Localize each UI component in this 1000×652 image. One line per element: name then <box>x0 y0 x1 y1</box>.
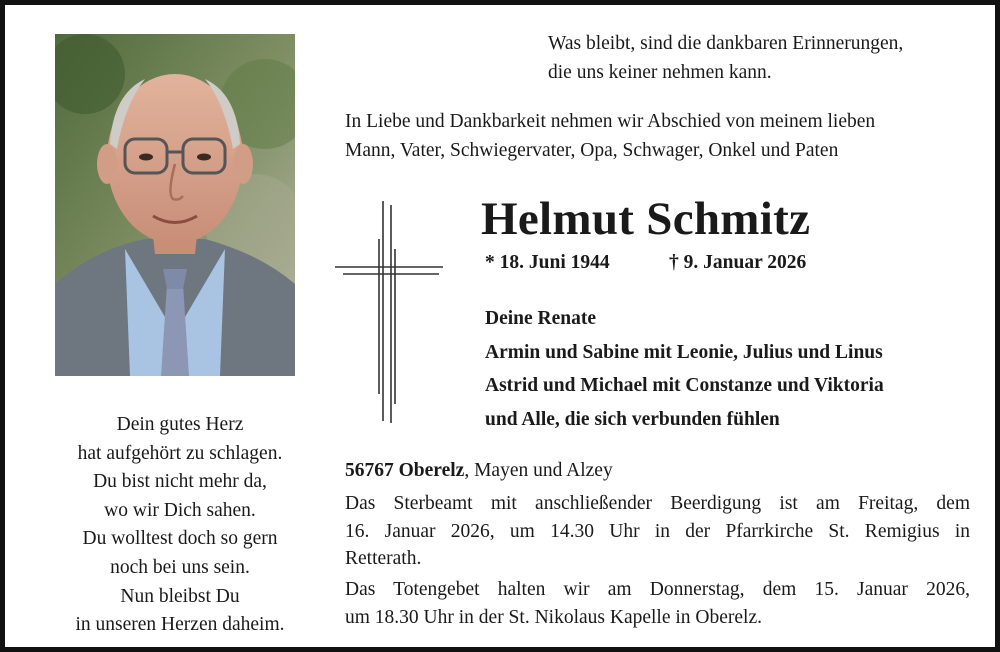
funeral-line: Das Sterbeamt mit anschließender Beerdigung ist am Freitag, dem <box>345 493 970 514</box>
funeral-line: 16. Januar 2026, um 14.30 Uhr in der Pfarrkirche St. Remigius in <box>345 520 970 542</box>
intro-line: Mann, Vater, Schwiegervater, Opa, Schwager, Onkel und Paten <box>345 139 839 161</box>
birth-date: * 18. Juni 1944 <box>485 252 610 273</box>
mourner-line: und Alle, die sich verbunden fühlen <box>485 408 780 430</box>
mourner-line: Deine Renate <box>485 308 597 329</box>
mourner-line: Astrid und Michael mit Constanze und Viktoria <box>485 375 884 397</box>
place-town: 56767 Oberelz <box>345 460 465 481</box>
memorial-poem <box>35 411 325 640</box>
poem-line: Dein gutes Herz <box>116 414 244 435</box>
poem-line: in unseren Herzen daheim. <box>75 614 285 636</box>
place-line <box>345 457 613 485</box>
quote-line: die uns keiner nehmen kann. <box>548 61 772 83</box>
prayer-line: um 18.30 Uhr in der St. Nikolaus Kapelle in Oberelz. <box>345 606 762 628</box>
portrait-image <box>55 34 295 376</box>
farewell-intro <box>345 108 875 165</box>
place-rest: , Mayen und Alzey <box>464 460 613 481</box>
prayer-info <box>345 576 970 631</box>
portrait-photo <box>55 34 295 376</box>
quote-line: Was bleibt, sind die dankbaren Erinnerungen, <box>548 33 904 54</box>
death-date: † 9. Januar 2026 <box>669 252 807 273</box>
prayer-line: Das Totengebet halten wir am Donnerstag, dem 15. Januar 2026, <box>345 579 970 600</box>
poem-line: Nun bleibst Du <box>120 585 240 607</box>
poem-line: Du bist nicht mehr da, <box>93 471 267 493</box>
intro-line: In Liebe und Dankbarkeit nehmen wir Abschied von meinem lieben <box>345 111 876 132</box>
poem-line: wo wir Dich sahen. <box>104 499 256 521</box>
deceased-name: Helmut Schmitz <box>481 193 811 245</box>
mourner-line: Armin und Sabine mit Leonie, Julius und Linus <box>485 341 883 363</box>
funeral-info <box>345 490 970 573</box>
funeral-line: Retterath. <box>345 548 422 570</box>
latin-cross-icon <box>333 199 445 425</box>
mourners-list <box>485 302 884 436</box>
poem-line: hat aufgehört zu schlagen. <box>77 442 283 464</box>
poem-line: noch bei uns sein. <box>110 556 250 578</box>
memorial-quote <box>548 30 903 87</box>
poem-line: Du wolltest doch so gern <box>82 528 278 550</box>
